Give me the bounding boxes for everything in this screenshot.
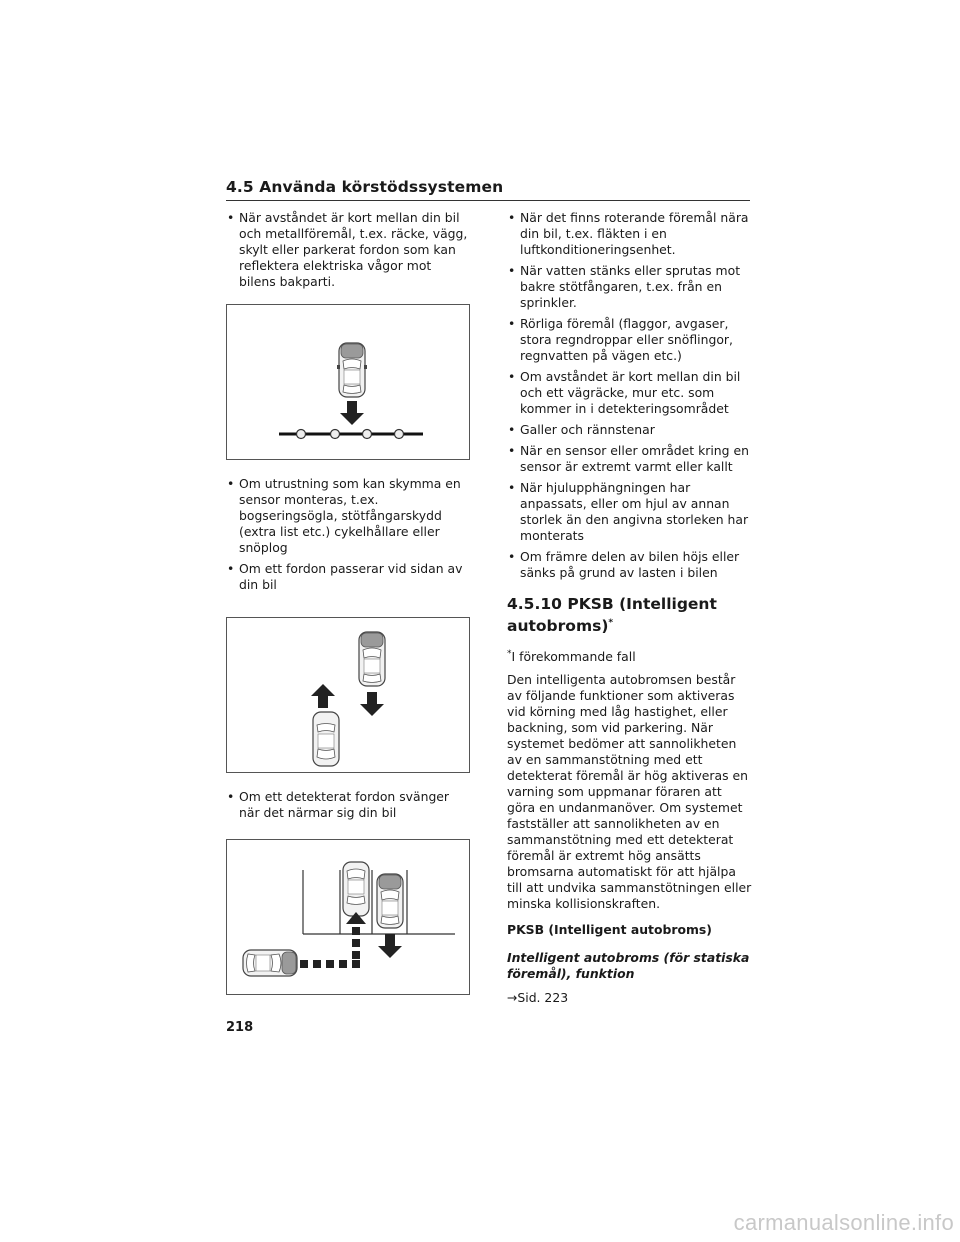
page-number: 218 (226, 1020, 254, 1035)
list-item: • När en sensor eller området kring en sensor är extremt varmt eller kallt (507, 443, 752, 475)
list-item: • När hjulupphängningen har anpassats, eller om hjul av annan storlek än den angivna storleken har monterats (507, 480, 752, 544)
left-column (226, 210, 470, 1011)
car-icon (243, 950, 297, 976)
arrow-up-icon (311, 684, 335, 708)
railing-icon (279, 430, 423, 439)
description-paragraph: Den intelligenta autobromsen består av följande funktioner som aktiveras vid körning med låg hastighet, eller backning, som vid parkering. När systemet bedömer att sannolikheten av en sammanstötning med ett detekterat föremål är hög aktiveras en varning som uppmanar föraren att göra en undanmanöver. Om systemet fastställer att sannolikheten av en sammanstötning med ett detekterat föremål är extremt hög ansätts bromsarna automatiskt för att hjälpa till att undvika sammanstötningen eller minska kollisionskraften. (507, 672, 752, 912)
availability-note: *I förekommande fall (507, 649, 636, 665)
page-reference-link[interactable]: →Sid. 223 (507, 990, 569, 1006)
section-title-text: PKSB (Intelligent autobroms) (507, 595, 717, 636)
list-item: • Rörliga föremål (flaggor, avgaser, stora regndroppar eller snöflingor, regnvatten på vägen etc.) (507, 316, 752, 364)
arrow-down-icon (340, 401, 364, 425)
arrow-down-icon (360, 692, 384, 716)
list-item: • Om avståndet är kort mellan din bil och ett vägräcke, mur etc. som kommer in i detekteringsområdet (507, 369, 752, 417)
list-item: • Om främre delen av bilen höjs eller sänks på grund av lasten i bilen (507, 549, 752, 581)
asterisk: * (608, 618, 614, 628)
turn-path-dashed (300, 912, 366, 968)
list-item: • Om ett detekterat fordon svänger när det närmar sig din bil (226, 789, 470, 821)
italic-subheading: Intelligent autobroms (för statiska föremål), funktion (507, 950, 750, 982)
section-title (507, 595, 752, 636)
watermark: carmanualsonline.info (733, 1210, 954, 1235)
illustration-vehicle-turning (226, 839, 470, 995)
car-icon (343, 862, 369, 916)
list-item: • Om utrustning som kan skymma en sensor monteras, t.ex. bogseringsögla, stötfångarskydd (extra list etc.) cykelhållare eller snöplog (226, 476, 470, 556)
list-item: • Galler och rännstenar (507, 422, 752, 438)
list-item: • Om ett fordon passerar vid sidan av din bil (226, 561, 470, 593)
section-header: 4.5 Använda körstödssystemen (226, 178, 750, 201)
subheading: PKSB (Intelligent autobroms) (507, 922, 712, 938)
arrow-down-icon (378, 934, 402, 958)
car-icon (337, 343, 367, 397)
list-item: • När vatten stänks eller sprutas mot bakre stötfångaren, t.ex. från en sprinkler. (507, 263, 752, 311)
car-icon (313, 712, 339, 766)
illustration-car-near-railing (226, 304, 470, 460)
section-number: 4.5.10 (507, 595, 562, 613)
right-column (507, 210, 752, 1006)
illustration-vehicle-passing (226, 617, 470, 773)
list-item: • När avståndet är kort mellan din bil och metallföremål, t.ex. räcke, vägg, skylt eller parkerat fordon som kan reflektera elektriska vågor mot bilens bakparti. (226, 210, 470, 290)
list-item: • När det finns roterande föremål nära din bil, t.ex. fläkten i en luftkonditioneringsenhet. (507, 210, 752, 258)
car-icon (377, 874, 403, 928)
car-icon (359, 632, 385, 686)
